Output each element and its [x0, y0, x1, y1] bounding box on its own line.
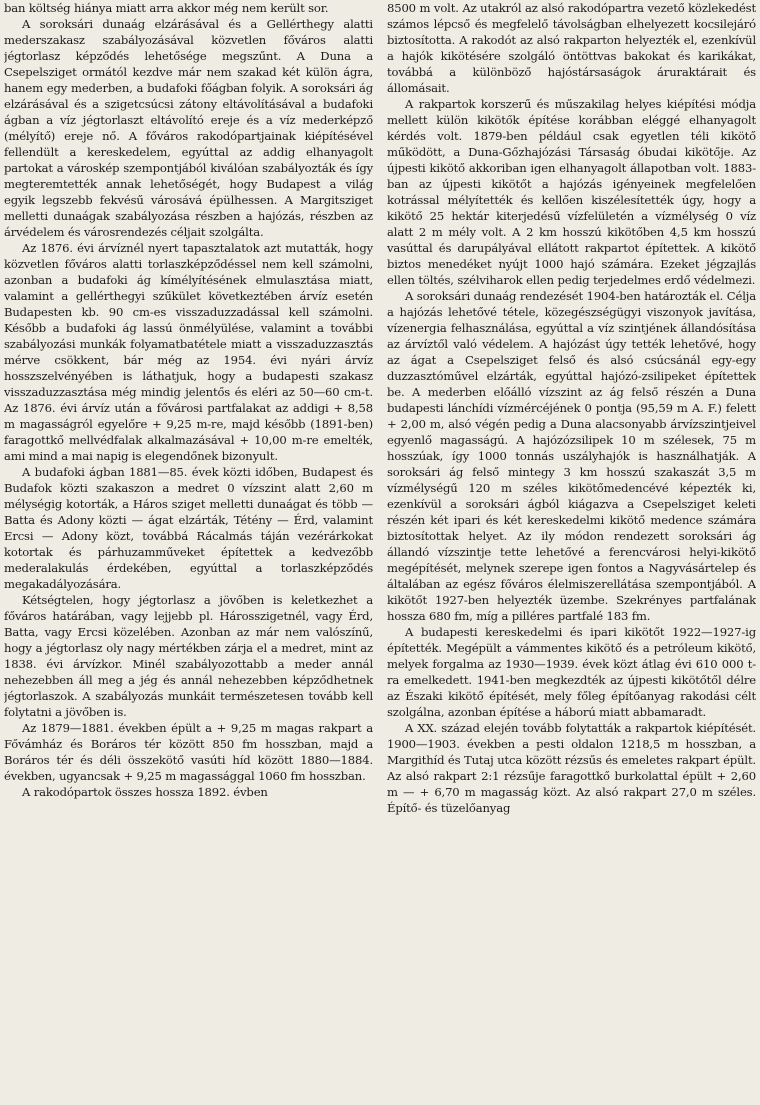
paragraph: Az 1879—1881. években épült a + 9,25 m magas rakpart a Fővámház és Boráros tér között 850 fm hosszban, majd a Boráros tér és déli összekötő vasúti híd között 1880—1884. években, ugyancsak + 9,25 m magassággal 1060 fm hosszban. — [4, 721, 373, 783]
paragraph: Az 1876. évi árvíznél nyert tapasztalatok azt mutatták, hogy közvetlen főváros alatti torlaszképződéssel nem kell számolni, azonban a budafoki ág kímélyítésének elmulasztása miatt, valamint a gellérthegyi szűkület következtében árvíz esetén Budapesten kb. 90 cm-es visszaduzzadással kell számolni. Később a budafoki ág lassú önmélyülése, valamint a további szabályozási munkák folyamatbatétele miatt a visszaduzzasztás mérve csökkent, bár még az 1954. évi nyári árvíz hosszszelvényében is láthatjuk, hogy a budapesti szakasz visszaduzzasztása még mindig jelentős és eléri az 50—60 cm-t. Az 1876. évi árvíz után a fővárosi partfalakat az addigi + 8,58 m magasságról egyelőre + 9,25 m-re, majd később (1891-ben) faragottkő mellvédfalak alkalmazásával + 10,00 m-re emelték, ami mind a mai napig is elegendőnek bizonyult. — [4, 241, 373, 463]
paragraph: ban költség hiánya miatt arra akkor még nem került sor. — [4, 1, 329, 15]
paragraph: A soroksári dunaág elzárásával és a Gellérthegy alatti mederszakasz szabályozásával közvetlen főváros alatti jégtorlasz képződés lehetősége megszűnt. A Duna a Csepelsziget ormától kezdve már nem szakad két külön ágra, hanem egy mederben, a budafoki főágban folyik. A soroksári ág elzárásával és a szigetcsúcsi zátony eltávolításával a budafoki ágban a víz jégtorlaszt eltávolító ereje és a víz mederképző (mélyítő) ereje nő. A főváros rakodópartjainak kiépítésével fellendült a kereskedelem, egyúttal az addig elhanyagolt partokat a városkép szempontjából kiválóan szabályozták és így megteremtették annak lehetőségét, hogy Budapest a világ egyik legszebb fekvésű városává épülhessen. A Margitsziget melletti dunaágak szabályozása részben a hajózás, részben az árvédelem és városrendezés céljait szolgálta. — [4, 17, 373, 239]
paragraph: A rakodópartok összes hossza 1892. évben — [22, 785, 268, 799]
paragraph: A budafoki ágban 1881—85. évek közti időben, Budapest és Budafok közti szakaszon a medret 0 vízszint alatt 2,60 m mélységig kotorták, a Háros sziget melletti dunaágat és több — Batta és Adony közti — ágat elzárták, Tétény — Érd, valamint Ercsi — Adony közt, továbbá Rácalmás táján vezérárkokat kotortak és párhuzamműveket építettek a kedvezőbb mederalakulás érdekében, egyúttal a torlaszképződés megakadályozására. — [4, 465, 373, 591]
right-text-column — [385, 0, 756, 1105]
paragraph: A budapesti kereskedelmi és ipari kikötőt 1922—1927-ig építették. Megépült a vámmentes kikötő és a petróleum kikötő, melyek forgalma az 1930—1939. évek közt átlag évi 610 000 t-ra emelkedett. 1941-ben megkezdték az újpesti kikötőtől délre az Északi kikötő építését, mely főleg építőanyag rakodási célt szolgálna, azonban építése a háború miatt abbamaradt. — [387, 625, 756, 719]
paragraph: Kétségtelen, hogy jégtorlasz a jövőben is keletkezhet a főváros határában, vagy lejjebb pl. Hárosszigetnél, vagy Érd, Batta, vagy Ercsi közelében. Azonban az már nem valószínű, hogy a jégtorlasz oly nagy mértékben zárja el a medret, mint az 1838. évi árvízkor. Minél szabályozottabb a meder annál nehezebben áll meg a jég és annál nehezebben képződhetnek jégtorlaszok. A szabályozás munkáit természetesen tovább kell folytatni a jövőben is. — [4, 593, 373, 719]
left-text-column — [4, 0, 375, 1105]
paragraph: A soroksári dunaág rendezését 1904-ben határozták el. Célja a hajózás lehetővé tétele, közegészségügyi viszonyok javítása, vízenergia felhasználása, egyúttal a víz szintjének állandósítása az árvíztől való védelem. A hajózást úgy tették lehetővé, hogy az ágat a Csepelsziget felső és alsó csúcsánál egy-egy duzzasztóművel elzárták, egyúttal hajózó-zsilipeket építettek be. A mederben előálló vízszint az ág felső részén a Duna budapesti lánchídi vízmércéjének 0 pontja (95,59 m A. F.) felett + 2,00 m, alsó végén pedig a Duna alacsonyabb árvízszintjeivel egyenlő magasságú. A hajózózsilipek 10 m szélesek, 75 m hosszúak, így 1000 tonnás uszályhajók is használhatják. A soroksári ág felső mintegy 3 km hosszú szakaszát 3,5 m vízmélységű 120 m széles kikötőmedencévé képezték ki, ezenkívül a soroksári ágból kiágazva a Csepelsziget keleti részén két ipari és két kereskedelmi kikötő medence számára biztosítottak helyet. Az ily módon rendezett soroksári ág állandó vízszintje tette lehetővé a ferencvárosi helyi-kikötő megépítését, melynek szerepe igen fontos a Nagyvásártelep és általában az egész főváros élelmiszerellátása szempontjából. A kikötőt 1927-ben helyezték üzembe. Szekrényes partfalának hossza 680 fm, míg a pilléres partfalé 183 fm. — [387, 289, 756, 623]
paragraph: 8500 m volt. Az utakról az alsó rakodópartra vezető közlekedést számos lépcső és megfelelő távolságban elhelyezett kocsilejáró biztosította. A rakodót az alsó rakparton helyezték el, ezenkívül a hajók kikötésére szolgáló öntöttvas bakokat és karikákat, továbbá a különböző hajóstársaságok áruraktárait és állomásait. — [387, 1, 756, 95]
paragraph: A XX. század elején tovább folytatták a rakpartok kiépítését. 1900—1903. években a pesti oldalon 1218,5 m hosszban, a Margithíd és Tutaj utca között rézsűs és emeletes rakpart épült. Az alsó rakpart 2:1 rézsűje faragottkő burkolattal épült + 2,60 m — + 6,70 m magasság közt. Az alsó rakpart 27,0 m széles. Építő- és tüzelőanyag — [387, 721, 756, 815]
paragraph: A rakpartok korszerű és műszakilag helyes kiépítési módja mellett külön kikötők építése korábban eléggé elhanyagolt kérdés volt. 1879-ben például csak egyetlen téli kikötő működött, a Duna-Gőzhajózási Társaság óbudai kikötője. Az újpesti kikötő akkoriban igen elhanyagolt állapotban volt. 1883-ban az újpesti kikötőt a hajózás igényeinek megfelelően kotrással mélyítették és kellően kiszélesítették úgy, hogy a kikötő 25 hektár kiterjedésű vízfelületén a vízmélység 0 víz alatt 2 m mély volt. A 2 km hosszú kikötőben 4,5 km hosszú vasúttal és darupályával ellátott rakpartot építettek. A kikötő biztos menedéket nyújt 1000 hajó számára. Ezeket jégzajlás ellen töltés, szélviharok ellen pedig terjedelmes erdő védelmezi. — [387, 97, 756, 287]
